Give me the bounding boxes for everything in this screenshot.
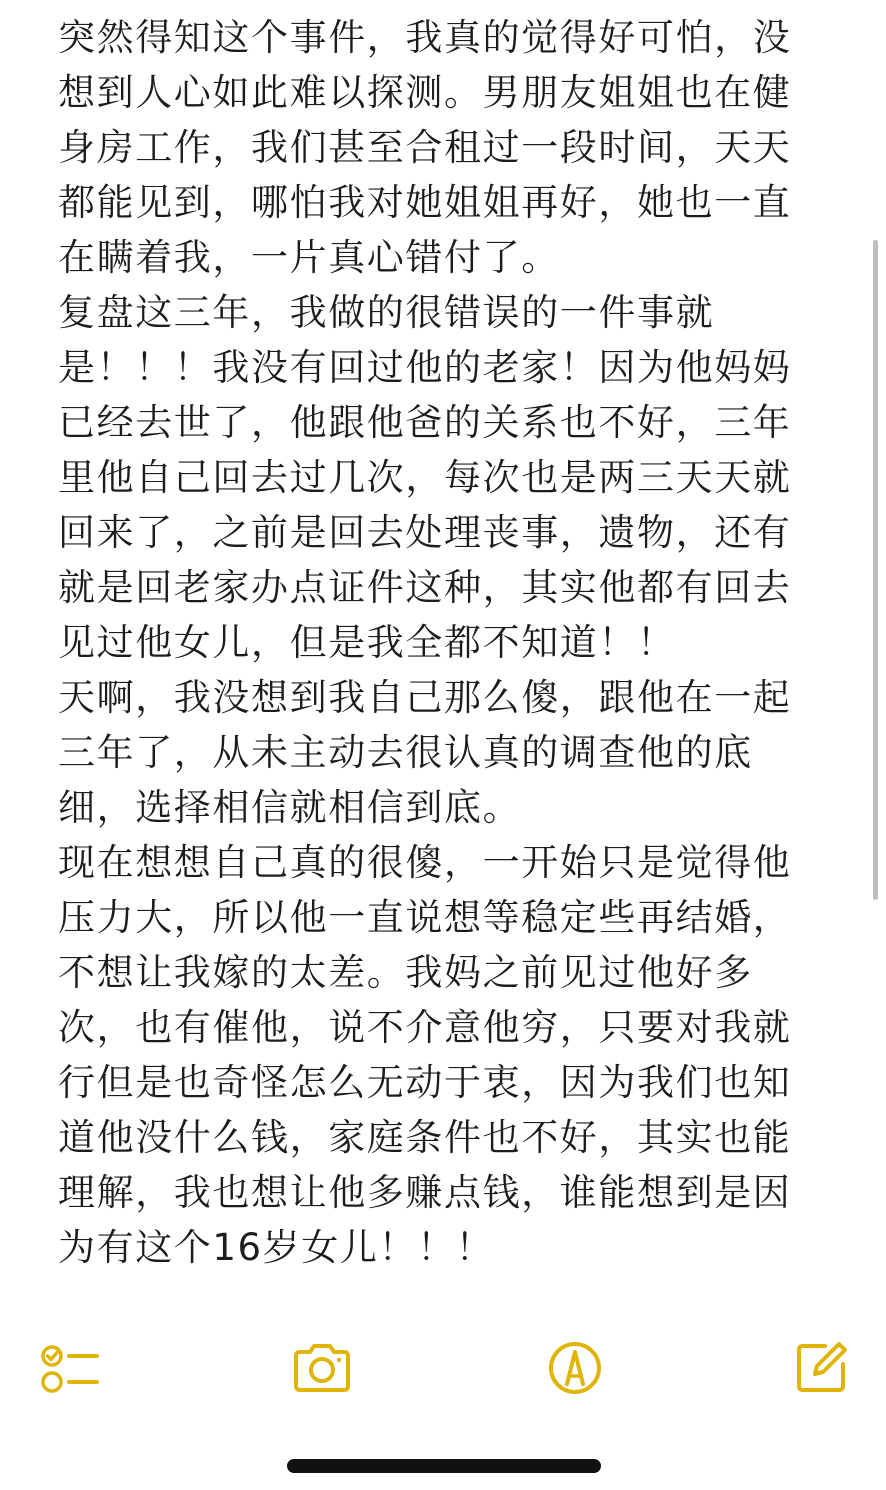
note-body[interactable] (58, 10, 810, 1275)
note-line: 现在想想自己真的很傻，一开始只是觉得他 (58, 841, 792, 884)
note-line: 道他没什么钱，家庭条件也不好，其实也能 (58, 1116, 792, 1159)
note-line: 压力大，所以他一直说想等稳定些再结婚， (58, 896, 792, 939)
compose-icon (791, 1338, 851, 1402)
note-line: 身房工作，我们甚至合租过一段时间，天天 (58, 126, 792, 169)
markup-pen-icon (545, 1338, 605, 1402)
note-line: 不想让我嫁的太差。我妈之前见过他好多 (58, 951, 753, 994)
markup-button[interactable] (540, 1335, 610, 1405)
note-line: 回来了，之前是回去处理丧事，遗物，还有 (58, 511, 792, 554)
note-line: 天啊，我没想到我自己那么傻，跟他在一起 (58, 676, 792, 719)
note-line: 在瞒着我，一片真心错付了。 (58, 236, 560, 279)
note-line: 次，也有催他，说不介意他穷，只要对我就 (58, 1006, 792, 1049)
compose-button[interactable] (786, 1335, 856, 1405)
note-line: 行但是也奇怪怎么无动于衷，因为我们也知 (58, 1061, 792, 1104)
note-line: 都能见到，哪怕我对她姐姐再好，她也一直 (58, 181, 792, 224)
checklist-button[interactable] (34, 1335, 104, 1405)
note-line: 为有这个16岁女儿！！！ (58, 1226, 495, 1269)
note-line: 里他自己回去过几次，每次也是两三天天就 (58, 456, 792, 499)
note-line: 理解，我也想让他多赚点钱，谁能想到是因 (58, 1171, 792, 1214)
checklist-icon (37, 1340, 101, 1400)
note-line: 突然得知这个事件，我真的觉得好可怕，没 (58, 16, 792, 59)
note-line: 就是回老家办点证件这种，其实他都有回去 (58, 566, 792, 609)
camera-button[interactable] (287, 1335, 357, 1405)
note-line: 复盘这三年，我做的很错误的一件事就 (58, 291, 715, 334)
note-line: 想到人心如此难以探测。男朋友姐姐也在健 (58, 71, 792, 114)
bottom-toolbar (0, 1325, 886, 1415)
note-line: 是！！！我没有回过他的老家！因为他妈妈 (58, 346, 792, 389)
note-line: 三年了，从未主动去很认真的调查他的底 (58, 731, 753, 774)
scroll-indicator[interactable] (873, 240, 878, 900)
note-line: 已经去世了，他跟他爸的关系也不好，三年 (58, 401, 792, 444)
note-line: 见过他女儿，但是我全都不知道！！ (58, 621, 676, 664)
note-line: 细，选择相信就相信到底。 (58, 786, 522, 829)
camera-icon (290, 1342, 354, 1398)
home-indicator[interactable] (287, 1459, 601, 1473)
